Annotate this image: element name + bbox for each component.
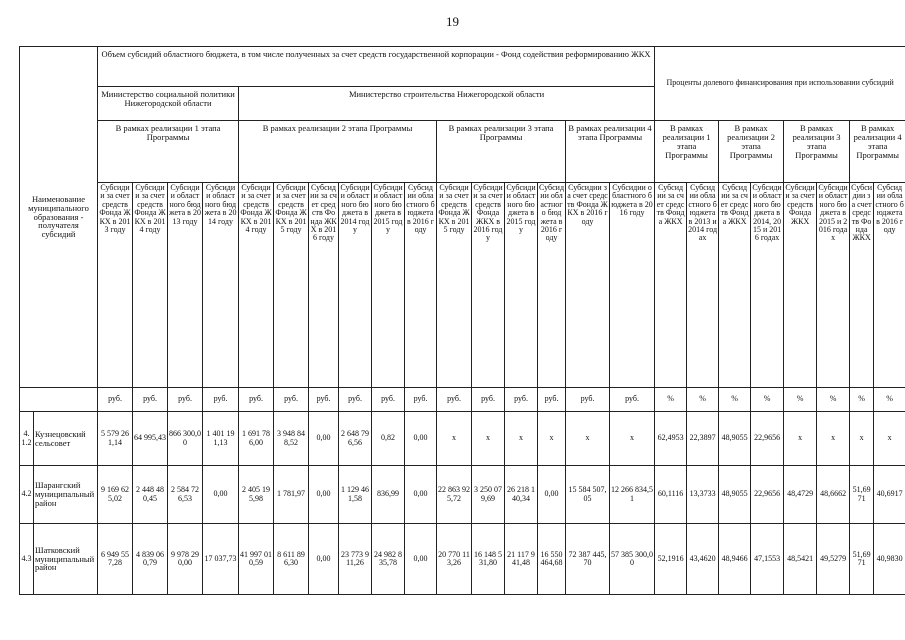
stage2-header: В рамках реализации 2 этапа Программы [239,121,437,183]
column-header: Субсидии областного бюджета в 2016 году [610,183,655,388]
table-cell: x [437,412,472,466]
table-cell: 48,5421 [784,524,817,595]
table-cell: 43,4620 [687,524,719,595]
percent-header: Проценты долевого финансирования при использовании субсидий [655,47,905,121]
unit-cell: руб. [566,388,610,412]
unit-cell: руб. [372,388,405,412]
table-cell: x [784,412,817,466]
unit-cell: % [687,388,719,412]
table-cell: 9 978 290,00 [168,524,203,595]
table-cell: 0,00 [405,412,437,466]
table-cell: 4 839 060,79 [133,524,168,595]
table-cell: 0,82 [372,412,405,466]
table-cell: 5 579 261,14 [98,412,133,466]
table-cell: 48,9466 [719,524,751,595]
unit-cell: руб. [472,388,505,412]
unit-cell: руб. [309,388,339,412]
column-header: Субсидии за счет средств Фонда ЖКХ в 2016 году [472,183,505,388]
unit-cell: % [719,388,751,412]
column-header: Субсидии областного бюджета в 2013 году [168,183,203,388]
table-cell: 20 770 113,26 [437,524,472,595]
table-cell: 1 781,97 [274,466,309,524]
unit-cell: руб. [339,388,372,412]
column-header: Субсидии областного бюджета в 2013 и 2014 годах [687,183,719,388]
table-cell: 57 385 300,00 [610,524,655,595]
pct-stage3-header: В рамках реализации 3 этапа Программы [784,121,850,183]
page-number: 19 [446,14,459,29]
row-number: 4.2 [20,466,34,524]
table-cell: 22 863 925,72 [437,466,472,524]
table-cell: 2 648 796,56 [339,412,372,466]
table-cell: 64 995,43 [133,412,168,466]
table-cell: 22,9656 [751,466,784,524]
table-cell: 0,00 [309,466,339,524]
table-cell: 40,9830 [874,524,905,595]
table-cell: 24 982 835,78 [372,524,405,595]
table-cell: x [505,412,538,466]
table-cell: 836,99 [372,466,405,524]
volume-header: Объем субсидий областного бюджета, в том числе полученных за счет средств государственной корпорации - Фонд содействия реформированию ЖКХ [98,47,655,87]
row-number: 4.1.2 [20,412,34,466]
table-cell: 48,9055 [719,412,751,466]
column-header: Субсидии за счет средств Фонда ЖКХ в 2014 году [133,183,168,388]
table-cell: 0,00 [405,524,437,595]
table-cell: x [850,412,874,466]
table-cell: 866 300,00 [168,412,203,466]
column-header: Субсидии за счет средств Фонда ЖКХ [719,183,751,388]
table-cell: 0,00 [405,466,437,524]
column-header: Субсидии областного бюджета в 2016 году [405,183,437,388]
unit-cell: % [817,388,850,412]
table-cell: 16 148 531,80 [472,524,505,595]
table-cell: x [566,412,610,466]
table-cell: 48,6662 [817,466,850,524]
table-cell: 16 550 464,68 [538,524,566,595]
table-cell: 1 691 786,00 [239,412,274,466]
table-cell: 0,00 [309,524,339,595]
pct-stage1-header: В рамках реализации 1 этапа Программы [655,121,719,183]
unit-cell: руб. [168,388,203,412]
table-cell: 3 948 848,52 [274,412,309,466]
unit-cell: руб. [133,388,168,412]
unit-cell: руб. [274,388,309,412]
table-cell: 2 448 480,45 [133,466,168,524]
table-cell: x [538,412,566,466]
table-cell: 48,4729 [784,466,817,524]
table-cell: 12 266 834,51 [610,466,655,524]
table-cell: 26 218 140,34 [505,466,538,524]
table-cell: 15 584 507,05 [566,466,610,524]
column-header: Субсидии областного бюджета в 2016 году [874,183,905,388]
pct-stage2-header: В рамках реализации 2 этапа Программы [719,121,784,183]
column-header: Субсидии за счет средств Фонда ЖКХ в 2016 году [309,183,339,388]
ministry-social-header: Министерство социальной политики Нижегородской области [98,87,239,121]
table-cell: 0,00 [538,466,566,524]
table-cell: 3 250 079,69 [472,466,505,524]
unit-cell: % [751,388,784,412]
column-header: Субсидии областного бюджета в 2014 году [339,183,372,388]
table-cell: x [610,412,655,466]
table-cell: 40,6917 [874,466,905,524]
column-header: Субсидии областного бюджета в 2015 и 2016 годах [817,183,850,388]
column-header: Субсидии за счет средств Фонда ЖКХ в 2013 году [98,183,133,388]
column-header: Субсидии областного бюджета в 2015 году [372,183,405,388]
table-cell: 2 405 195,98 [239,466,274,524]
column-header: Субсидии областного бюджета в 2014, 2015 и 2016 годах [751,183,784,388]
column-header: Субсидии областного бюджета в 2016 году [538,183,566,388]
table-cell: 21 117 941,48 [505,524,538,595]
subsidy-table [19,46,905,595]
table-cell: 1 129 461,58 [339,466,372,524]
row-number: 4.3 [20,524,34,595]
municipality-name: Кузнецовский сельсовет [34,412,98,466]
ministry-construction-header: Министерство строительства Нижегородской области [239,87,655,121]
unit-cell: руб. [505,388,538,412]
table-cell: 2 584 726,53 [168,466,203,524]
column-header: Субсидии за счет средств Фонда ЖКХ в 2015 году [274,183,309,388]
unit-spacer [20,388,98,412]
table-cell: 1 401 191,13 [203,412,239,466]
unit-cell: руб. [437,388,472,412]
unit-cell: руб. [98,388,133,412]
table-cell: 8 611 896,30 [274,524,309,595]
table-cell: 41 997 010,59 [239,524,274,595]
municipality-name: Шарангский муниципальный район [34,466,98,524]
table-cell: x [472,412,505,466]
table-cell: 62,4953 [655,412,687,466]
table-cell: 6 949 557,28 [98,524,133,595]
column-header: Субсидии областного бюджета в 2014 году [203,183,239,388]
table-cell: 22,9656 [751,412,784,466]
unit-cell: руб. [610,388,655,412]
unit-cell: % [655,388,687,412]
table-cell: 72 387 445,70 [566,524,610,595]
table-cell: 60,1116 [655,466,687,524]
table-cell: 49,5279 [817,524,850,595]
table-cell: x [817,412,850,466]
unit-cell: руб. [239,388,274,412]
unit-cell: руб. [405,388,437,412]
table-cell: 13,3733 [687,466,719,524]
stage1-header: В рамках реализации 1 этапа Программы [98,121,239,183]
pct-stage4-header: В рамках реализации 4 этапа Программы [850,121,905,183]
unit-cell: руб. [203,388,239,412]
unit-cell: % [850,388,874,412]
column-header: Субсидии за счет средств Фонда ЖКХ [784,183,817,388]
table-cell: 23 773 911,26 [339,524,372,595]
stage3-header: В рамках реализации 3 этапа Программы [437,121,566,183]
municipality-header: Наименование муниципального образования - получателя субсидий [20,47,98,388]
table-cell: x [874,412,905,466]
unit-cell: % [784,388,817,412]
table-cell: 47,1553 [751,524,784,595]
table-cell: 9 169 625,02 [98,466,133,524]
column-header: Субсидии за счет средств Фонда ЖКХ в 2016 году [566,183,610,388]
column-header: Субсидии за счет средств Фонда ЖКХ в 2014 году [239,183,274,388]
unit-cell: % [874,388,905,412]
table-cell: 17 037,73 [203,524,239,595]
table-cell: 48,9055 [719,466,751,524]
table-cell: 51,6971 [850,466,874,524]
column-header: Субсидии областного бюджета в 2015 году [505,183,538,388]
column-header: Субсидии за счет средств Фонда ЖКХ в 2015 году [437,183,472,388]
table-cell: 51,6971 [850,524,874,595]
table-cell: 0,00 [309,412,339,466]
column-header: Субсидии за счет средств Фонда ЖКХ [850,183,874,388]
municipality-name: Шатковский муниципальный район [34,524,98,595]
table-cell: 22,3897 [687,412,719,466]
column-header: Субсидии за счет средств Фонда ЖКХ [655,183,687,388]
unit-cell: руб. [538,388,566,412]
stage4-header: В рамках реализации 4 этапа Программы [566,121,655,183]
table-cell: 52,1916 [655,524,687,595]
table-cell: 0,00 [203,466,239,524]
